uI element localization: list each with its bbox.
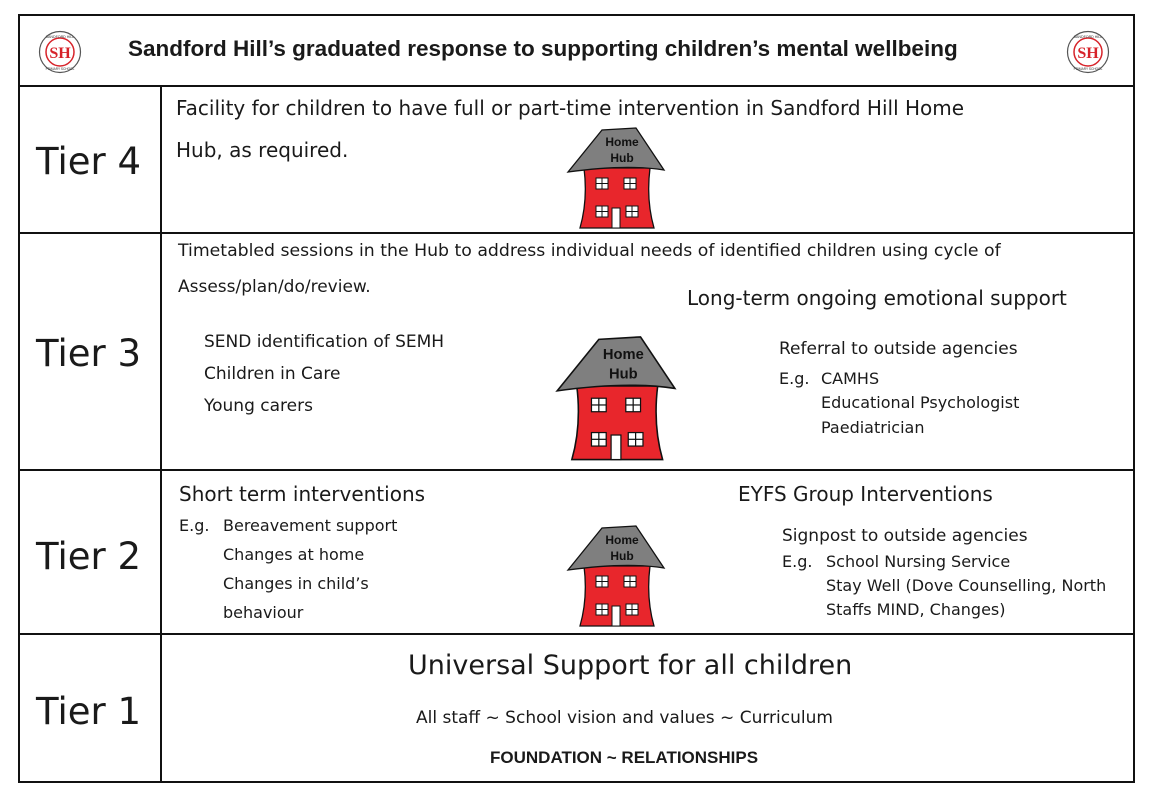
tier2-label: Tier 2 bbox=[36, 535, 142, 578]
svg-text:SH: SH bbox=[1077, 45, 1099, 62]
tier3-agency: Paediatrician bbox=[821, 418, 925, 437]
tier2-left-item: Bereavement support bbox=[223, 516, 398, 535]
tier2-agency: School Nursing Service bbox=[826, 552, 1011, 571]
tier3-left-item: Young carers bbox=[204, 396, 313, 416]
logo-ring-bottom: PRIMARY SCHOOL bbox=[45, 67, 75, 71]
tier2-left-heading: Short term interventions bbox=[179, 482, 426, 506]
tier2-left-item: Changes at home bbox=[223, 545, 365, 564]
tier2-left-item: Changes in child’s bbox=[223, 574, 369, 593]
home-hub-house-icon bbox=[566, 522, 666, 632]
label-column-divider bbox=[160, 86, 162, 782]
tier2-signpost: Signpost to outside agencies bbox=[782, 526, 1028, 546]
tier2-left-item: behaviour bbox=[223, 603, 304, 622]
divider-header bbox=[18, 85, 1134, 87]
svg-text:Hub: Hub bbox=[609, 366, 638, 383]
home-hub-house-icon bbox=[566, 124, 666, 234]
svg-text:PRIMARY SCHOOL: PRIMARY SCHOOL bbox=[1073, 67, 1103, 71]
tier3-left-item: Children in Care bbox=[204, 364, 341, 384]
logo-letters: SH bbox=[49, 45, 71, 62]
tier3-left-item: SEND identification of SEMH bbox=[204, 332, 445, 352]
tier2-eg-right: E.g. bbox=[782, 552, 813, 571]
tier4-line2: Hub, as required. bbox=[176, 138, 349, 162]
tier4-label: Tier 4 bbox=[36, 140, 142, 183]
tier3-line1: Timetabled sessions in the Hub to address individual needs of identified children using cycle of bbox=[178, 241, 1001, 261]
tier4-line1: Facility for children to have full or part-time intervention in Sandford Hill Home bbox=[176, 96, 965, 120]
tier1-label: Tier 1 bbox=[36, 690, 142, 733]
tier3-right-heading: Long-term ongoing emotional support bbox=[687, 286, 1067, 310]
tier1-heading: Universal Support for all children bbox=[408, 650, 853, 681]
tier3-agency: Educational Psychologist bbox=[821, 393, 1020, 412]
tier3-agency: CAMHS bbox=[821, 369, 880, 388]
tier3-label: Tier 3 bbox=[36, 332, 142, 375]
svg-text:Home: Home bbox=[605, 533, 639, 547]
home-hub-house-icon bbox=[554, 332, 678, 466]
divider-tier3-tier2 bbox=[18, 469, 1134, 471]
school-logo-left bbox=[38, 30, 82, 74]
logo-ring-top: SANDFORD HILL bbox=[45, 35, 75, 39]
tier1-line: All staff ~ School vision and values ~ Curriculum bbox=[416, 708, 833, 728]
tier2-agency: Staffs MIND, Changes) bbox=[826, 600, 1006, 619]
tier1-foundation: FOUNDATION ~ RELATIONSHIPS bbox=[490, 748, 759, 767]
tier3-eg: E.g. bbox=[779, 369, 810, 388]
svg-text:SANDFORD HILL: SANDFORD HILL bbox=[1073, 35, 1103, 39]
svg-text:Home: Home bbox=[605, 135, 639, 149]
svg-text:Hub: Hub bbox=[610, 549, 634, 563]
page-title: Sandford Hill’s graduated response to supporting children’s mental wellbeing bbox=[128, 36, 958, 61]
tier2-eg: E.g. bbox=[179, 516, 210, 535]
tier3-line2: Assess/plan/do/review. bbox=[178, 277, 371, 297]
tier2-agency: Stay Well (Dove Counselling, North bbox=[826, 576, 1107, 595]
school-logo-right bbox=[1066, 30, 1110, 74]
svg-text:Home: Home bbox=[602, 346, 644, 363]
tier2-right-heading: EYFS Group Interventions bbox=[738, 482, 993, 506]
divider-tier2-tier1 bbox=[18, 633, 1134, 635]
tier3-referral: Referral to outside agencies bbox=[779, 339, 1018, 359]
svg-text:Hub: Hub bbox=[610, 151, 634, 165]
